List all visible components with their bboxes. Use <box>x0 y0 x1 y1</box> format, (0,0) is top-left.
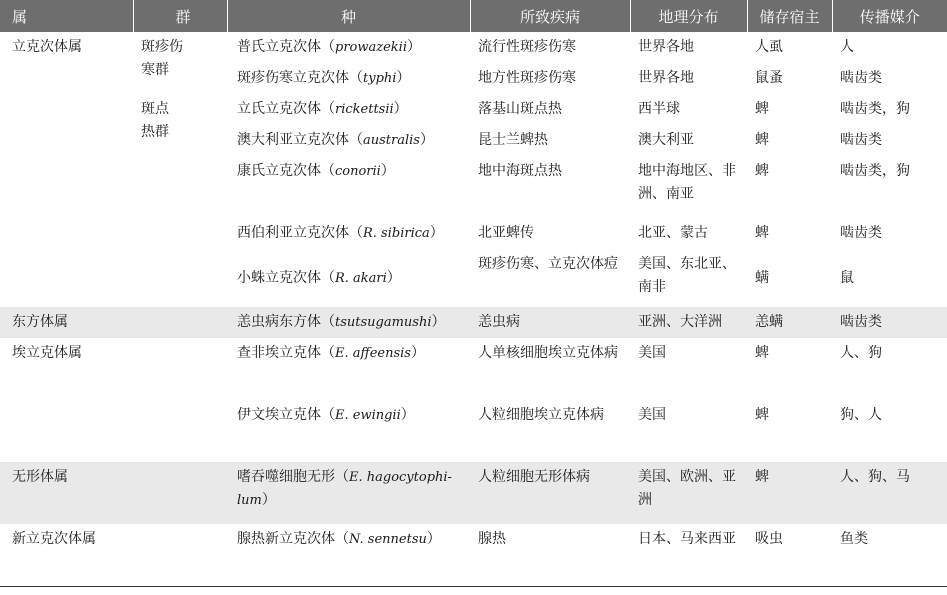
cell-genus: 新立克次体属 <box>0 524 133 586</box>
cell-vector: 啮齿类，狗 <box>840 101 910 117</box>
header-host: 储存宿主 <box>747 0 832 32</box>
cell-vector: 啮齿类，狗 <box>840 163 910 179</box>
cell-species: 小蛛立克次体（R. akari） <box>237 269 401 286</box>
cell-species: 立氏立克次体（rickettsii） <box>237 101 408 117</box>
cell-distribution: 美国 <box>638 407 666 423</box>
cell-species: 查非埃立克体（E. affeensis） <box>237 345 425 361</box>
table-row <box>0 524 947 586</box>
cell-species: 腺热新立克次体（N. sennetsu） <box>227 524 470 586</box>
cell-vector: 鱼类 <box>832 524 947 586</box>
cell-group <box>133 94 227 307</box>
cell-distribution: 美国、欧洲、亚洲 <box>630 462 747 524</box>
table-row <box>0 462 947 524</box>
latin-name: rickettsii <box>335 102 394 117</box>
cell-vector: 人、狗 <box>840 345 882 361</box>
species-name: 立氏立克次体 <box>237 101 321 117</box>
species-name: 恙虫病东方体 <box>237 314 321 330</box>
species-name: 伊文埃立克体 <box>237 407 321 423</box>
cell-distribution: 世界各地 <box>638 39 694 55</box>
cell-host: 吸虫 <box>747 524 832 586</box>
cell-group <box>133 338 227 462</box>
header-distribution: 地理分布 <box>630 0 747 32</box>
header-species: 种 <box>227 0 470 32</box>
cell-host: 螨 <box>755 269 769 286</box>
latin-name: E. affeensis <box>335 346 411 361</box>
cell-vector: 啮齿类 <box>832 307 947 338</box>
species-name: 查非埃立克体 <box>237 345 321 361</box>
cell-species: 伊文埃立克体（E. ewingii） <box>237 407 415 423</box>
cell-species: 恙虫病东方体（tsutsugamushi） <box>227 307 470 338</box>
latin-name: E. ewingii <box>335 408 401 423</box>
latin-name: N. sennetsu <box>349 532 427 547</box>
cell-vector: 啮齿类 <box>840 225 882 241</box>
cell-distribution: 西半球 <box>638 101 680 117</box>
table-row <box>0 338 947 400</box>
latin-name: australis <box>363 133 420 148</box>
cell-group <box>133 32 227 94</box>
cell-disease: 斑疹伤寒、立克次体痘 <box>478 256 618 272</box>
cell-species: 澳大利亚立克次体（australis） <box>237 132 434 148</box>
cell-vector: 狗、人 <box>840 407 882 423</box>
latin-name: R. sibirica <box>363 226 430 241</box>
cell-distribution: 日本、马来西亚 <box>630 524 747 586</box>
cell-host: 鼠蚤 <box>755 70 783 86</box>
species-name: 腺热新立克次体 <box>237 531 335 547</box>
group-label: 斑点热群 <box>141 101 169 140</box>
cell-host: 蜱 <box>755 101 769 117</box>
cell-genus: 埃立克体属 <box>12 345 82 361</box>
cell-host: 恙螨 <box>747 307 832 338</box>
cell-genus: 无形体属 <box>0 462 133 524</box>
latin-name: tsutsugamushi <box>335 315 432 330</box>
header-disease: 所致疾病 <box>470 0 630 32</box>
group-label: 斑疹伤寒群 <box>141 39 183 78</box>
cell-disease: 人粒细胞无形体病 <box>470 462 630 524</box>
cell-group <box>133 307 227 338</box>
cell-disease: 人粒细胞埃立克体病 <box>478 407 604 423</box>
cell-group <box>133 524 227 586</box>
cell-distribution: 亚洲、大洋洲 <box>630 307 747 338</box>
cell-species: 西伯利亚立克次体（R. sibirica） <box>237 225 444 241</box>
latin-name: R. akari <box>335 270 387 286</box>
cell-species: 康氏立克次体（conorii） <box>237 163 395 179</box>
header-group: 群 <box>133 0 227 32</box>
latin-name: conorii <box>335 164 381 179</box>
cell-vector: 啮齿类 <box>840 70 882 86</box>
cell-vector: 人、狗、马 <box>832 462 947 524</box>
cell-vector: 鼠 <box>840 269 854 286</box>
table-row <box>0 307 947 338</box>
cell-disease: 流行性斑疹伤寒 <box>478 39 576 55</box>
cell-distribution: 地中海地区、非洲、南亚 <box>638 163 736 202</box>
cell-host: 蜱 <box>755 132 769 148</box>
cell-disease: 人单核细胞埃立克体病 <box>478 345 618 361</box>
cell-distribution: 澳大利亚 <box>638 132 694 148</box>
cell-host: 蜱 <box>755 163 769 179</box>
latin-name: prowazekii <box>335 40 407 55</box>
cell-host: 蜱 <box>755 345 769 361</box>
species-name: 西伯利亚立克次体 <box>237 225 349 241</box>
cell-disease: 北亚蜱传 <box>478 225 534 241</box>
species-name: 小蛛立克次体 <box>237 269 321 286</box>
table-header-row <box>0 0 947 32</box>
cell-host: 蜱 <box>747 462 832 524</box>
table-row <box>0 94 947 125</box>
species-name: 嗜吞噬细胞无形 <box>237 469 335 485</box>
species-name: 斑疹伤寒立克次体 <box>237 70 349 86</box>
cell-disease: 地中海斑点热 <box>478 163 562 179</box>
cell-disease: 昆士兰蜱热 <box>478 132 548 148</box>
species-name: 澳大利亚立克次体 <box>237 132 349 148</box>
cell-distribution: 世界各地 <box>638 70 694 86</box>
species-name: 康氏立克次体 <box>237 163 321 179</box>
latin-name: typhi <box>363 71 397 86</box>
cell-species: 斑疹伤寒立克次体（typhi） <box>237 70 411 86</box>
cell-disease: 落基山斑点热 <box>478 101 562 117</box>
cell-distribution: 美国、东北亚、南非 <box>638 256 736 295</box>
cell-distribution: 北亚、蒙古 <box>638 225 708 241</box>
cell-genus: 东方体属 <box>0 307 133 338</box>
cell-species: 嗜吞噬细胞无形（E. hagocytophi-lum） <box>227 462 470 524</box>
cell-vector: 啮齿类 <box>840 132 882 148</box>
cell-host: 蜱 <box>755 225 769 241</box>
header-vector: 传播媒介 <box>832 0 947 32</box>
latin-name: E. hagocytophi-lum <box>237 470 452 508</box>
cell-disease: 恙虫病 <box>470 307 630 338</box>
cell-disease: 腺热 <box>470 524 630 586</box>
header-genus: 属 <box>0 0 133 32</box>
cell-host: 蜱 <box>755 407 769 423</box>
cell-disease: 地方性斑疹伤寒 <box>478 70 576 86</box>
cell-vector: 人 <box>840 39 854 55</box>
cell-distribution: 美国 <box>638 345 666 361</box>
cell-host: 人虱 <box>755 39 783 55</box>
cell-genus: 立克次体属 <box>12 39 82 55</box>
species-name: 普氏立克次体 <box>237 39 321 55</box>
cell-group <box>133 462 227 524</box>
table-row <box>0 32 947 63</box>
cell-species: 普氏立克次体（prowazekii） <box>237 39 421 55</box>
